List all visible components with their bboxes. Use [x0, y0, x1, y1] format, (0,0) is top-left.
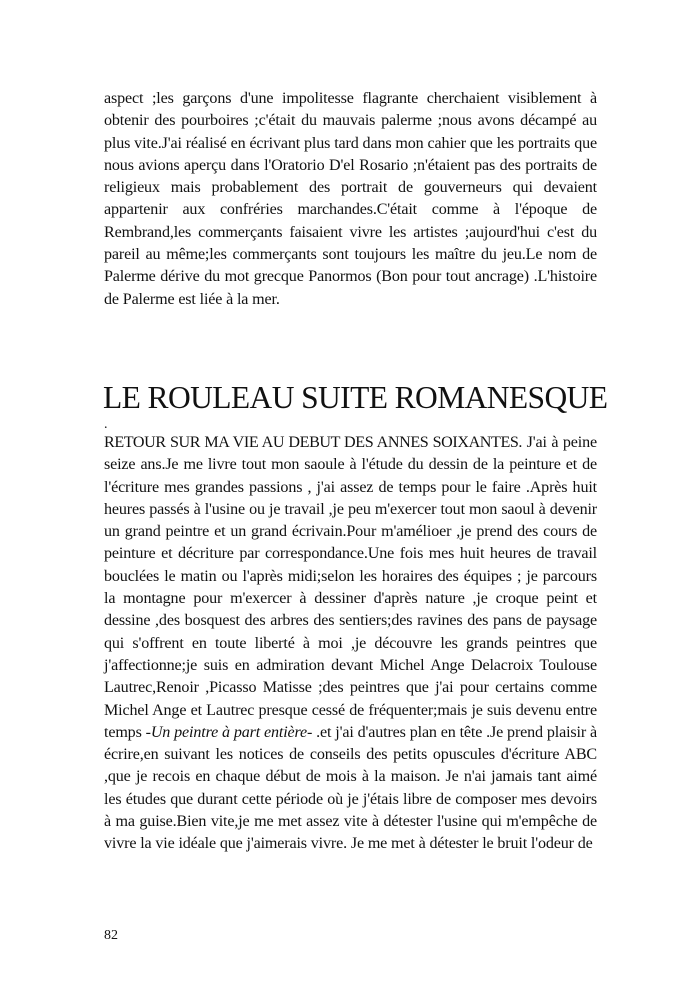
section-paragraph	[104, 432, 597, 856]
section-heading: LE ROULEAU SUITE ROMANESQUE	[103, 380, 608, 415]
top-paragraph: aspect ;les garçons d'une impolitesse flagrante cherchaient visiblement à obtenir des pourboires ;c'était du mauvais palerme ;nous avons décampé au plus vite.J'ai réalisé en écrivant plus tard dans mon cahier que les portraits que nous avions aperçu dans l'Oratorio D'el Rosario ;n'étaient pas des portraits de religieux mais probablement des portrait de gouverneurs qui devaient appartenir aux confréries marchandes.C'était comme à l'époque de Rembrand,les commerçants faisaient vivre les artistes ;aujourd'hui c'est du pareil au même;les commerçants sont toujours les maître du jeu.Le nom de Palerme dérive du mot grecque Panormos (Bon pour tout ancrage) .L'histoire de Palerme est liée à la mer.	[104, 90, 597, 308]
section-intro: RETOUR SUR MA VIE AU DEBUT DES ANNES SOIXANTES.	[104, 434, 523, 451]
section-body-part-2: .et j'ai d'autres plan en tête .Je prend plaisir à écrire,en suivant les notices de conseils des petits opuscules d'écriture ABC ,que je recois en chaque début de mois à la maison. Je n'ai jamais tant aimé les études que durant cette période où je j'étais libre de composer mes devoirs à ma guise.Bien vite,je me met assez vite à détester l'usine qui m'empêche de vivre la vie idéale que j'aimerais vivre. Je me met à détester le bruit l'odeur de	[104, 723, 597, 853]
section-italic-phrase: -Un peintre à part entière-	[145, 723, 313, 741]
section-body-part-1: J'ai à peine seize ans.Je me livre tout mon saoule à l'étude du dessin de la peinture et de l'écriture mes grandes passions , j'ai assez de temps pour le faire .Après huit heures passés à l'usine ou je travail ,je peu m'exercer tout mon saoul à devenir un grand peintre et un grand écrivain.Pour m'amélioer ,je prend des cours de peinture et décriture par correspondance.Une fois mes huit heures de travail bouclées le matin ou l'après midi;selon les horaires des équipes ; je parcours la montagne pour m'exercer à dessiner d'après nature ,je croque peint et dessine ,des bosquest des arbres des sentiers;des ravines des pans de paysage qui s'offrent en toute liberté à moi ,je découvre les grands peintres que j'affectionne;je suis en admiration devant Michel Ange Delacroix Toulouse Lautrec,Renoir ,Picasso Matisse ;des peintres que j'ai pour certains comme Michel Ange et Lautrec presque cessé de fréquenter;mais je suis devenu entre temps	[104, 434, 597, 741]
page-number: 82	[104, 928, 118, 943]
heading-dot: .	[104, 417, 108, 432]
